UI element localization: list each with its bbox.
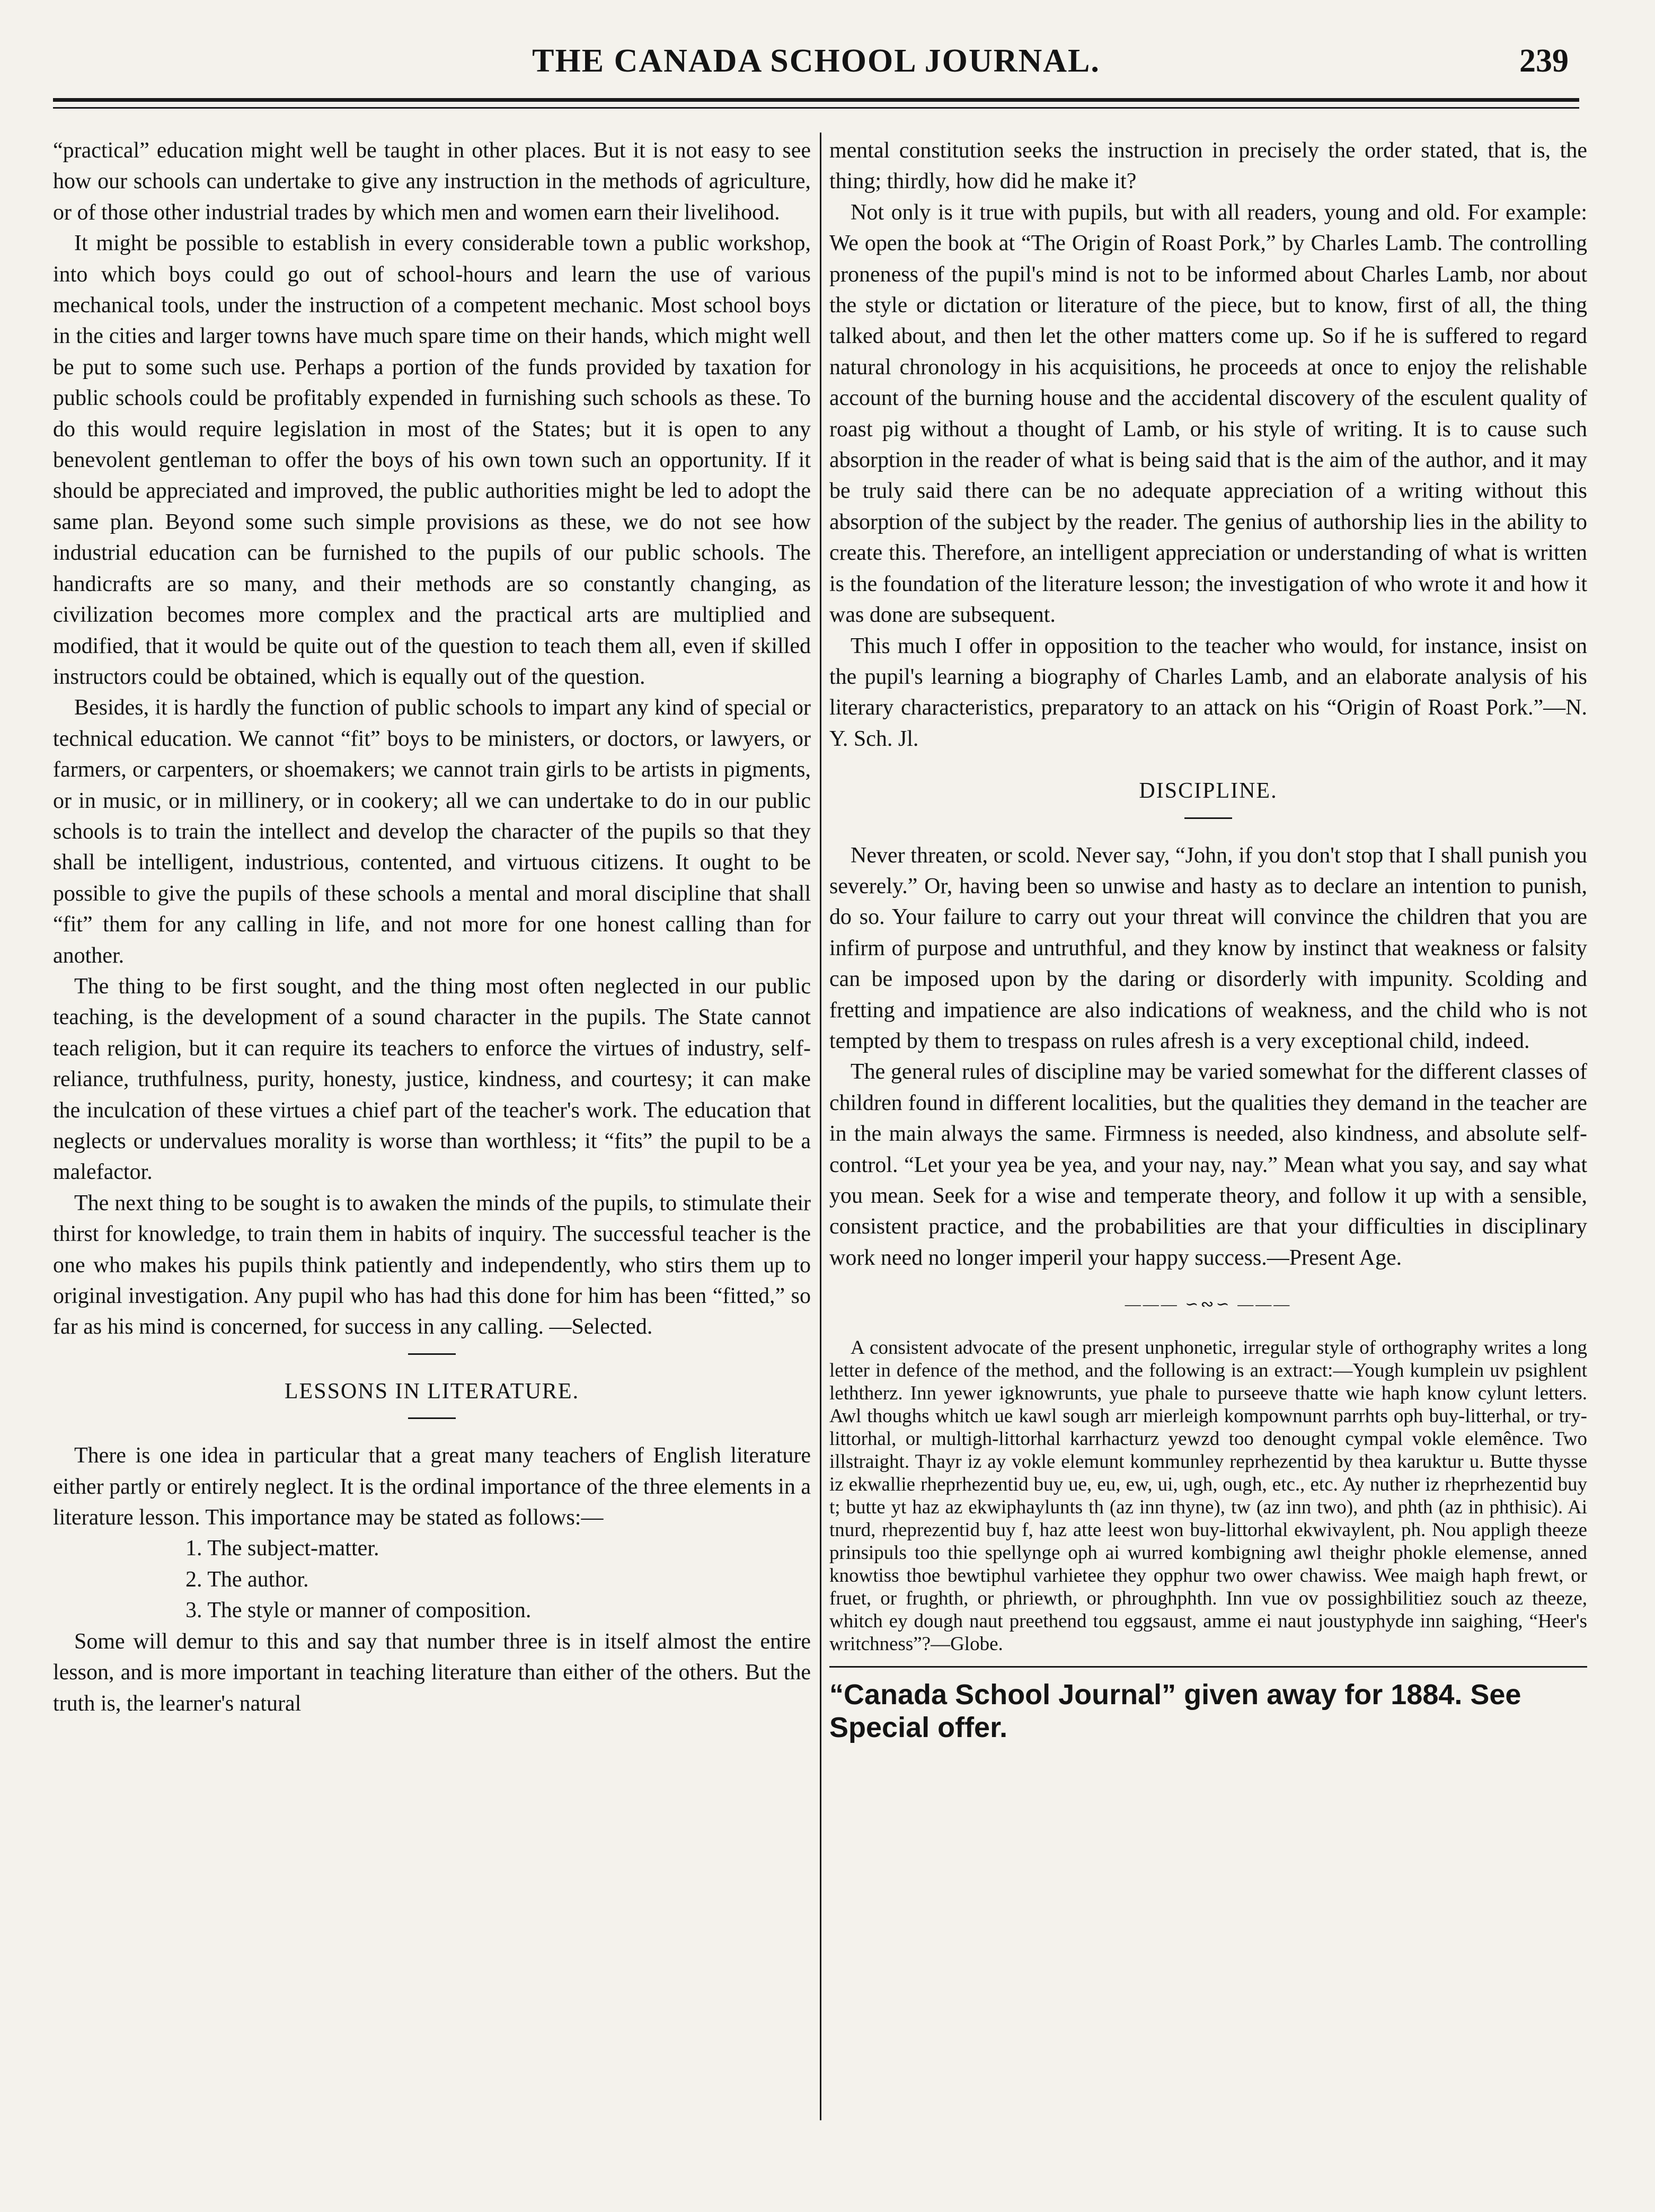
list-item: 3. The style or manner of composition. (185, 1598, 532, 1623)
list-item: 2. The author. (185, 1567, 309, 1592)
section-rule (1184, 817, 1232, 819)
paragraph: The general rules of discipline may be varied somewhat for the different classes of children found in different localities, but the qualities they demand in the teacher are in the main always the same. Firmness is needed, also kindness, and absolute self-control. “Let your yea be yea, and your nay, nay.” Mean what you say, and say what you mean. Seek for a wise and temperate theory, and follow it up with a sensible, consistent practice, and the probabilities are that your difficulties in disciplinary work need no longer imperil your happy success.—Present Age. (829, 1060, 1587, 1270)
right-column (829, 135, 1587, 1744)
page-number: 239 (1519, 43, 1569, 79)
elements-list (53, 1533, 811, 1626)
section-rule (408, 1417, 456, 1419)
ad-rule (829, 1666, 1587, 1668)
paragraph: This much I offer in opposition to the teacher who would, for instance, insist on the pupil's learning a biography of Charles Lamb, and an elaborate analysis of his literary characteristics, preparatory to an attack on his “Origin of Roast Pork.”—N. Y. Sch. Jl. (829, 633, 1587, 751)
paragraph: Some will demur to this and say that number three is in itself almost the entire lesson, and is more important in teaching literature than either of the others. But the truth is, the learner's natural (53, 1629, 811, 1716)
column-divider (820, 133, 821, 2120)
paragraph: There is one idea in particular that a great many teachers of English literature either partly or entirely neglect. It is the ordinal importance of the three elements in a literature lesson. This importance may be stated as follows:— (53, 1443, 811, 1530)
paragraph: Besides, it is hardly the function of public schools to impart any kind of special or technical education. We cannot “fit” boys to be ministers, or doctors, or lawyers, or farmers, or carpenters, or shoemakers; we cannot train girls to be artists in pigments, or in music, or in millinery, or in cookery; all we can undertake to do in our public schools is to train the intellect and develop the character of the pupils so that they shall be intelligent, industrious, contented, and virtuous citizens. It ought to be possible to give the pupils of these schools a mental and moral discipline that shall “fit” them for any calling in life, and not more for one honest calling than for another. (53, 695, 811, 968)
paragraph: “practical” education might well be taught in other places. But it is not easy to see how our schools can undertake to give any instruction in the methods of agriculture, or of those other industrial trades by which men and women earn their livelihood. (53, 138, 811, 225)
list-item: 1. The subject-matter. (185, 1536, 379, 1561)
header-rule-thick (53, 98, 1579, 102)
paragraph: The thing to be first sought, and the thing most often neglected in our public teaching, is the development of a sound character in the pupils. The State cannot teach religion, but it can require its teachers to enforce the virtues of industry, self-reliance, truthfulness, purity, honesty, justice, kindness, and courtesy; it can make the inculcation of these virtues a chief part of the teacher's work. The education that neglects or undervalues morality is worse than worthless; it “fits” the pupil to be a malefactor. (53, 974, 811, 1185)
paragraph: The next thing to be sought is to awaken the minds of the pupils, to stimulate their thirst for knowledge, to train them in habits of inquiry. The successful teacher is the one who makes his pupils think patiently and independently, who stirs them up to original investigation. Any pupil who has had this done for him has been “fitted,” so far as his mind is concerned, for success in any calling. —Selected. (53, 1191, 811, 1339)
section-title-lessons: LESSONS IN LITERATURE. (284, 1379, 580, 1404)
paragraph: mental constitution seeks the instruction in precisely the order stated, that is, the thing; thirdly, how did he make it? (829, 138, 1587, 194)
page-header (53, 32, 1579, 95)
paragraph: It might be possible to establish in every considerable town a public workshop, into which boys could go out of school-hours and learn the use of various mechanical tools, under the instruction of a competent mechanic. Most school boys in the cities and larger towns have much spare time on their hands, which might well be put to some such use. Perhaps a portion of the funds provided by taxation for public schools could be profitably expended in furnishing such schools as these. To do this would require legislation in most of the States; but it is open to any benevolent gentleman to offer the boys of his own town such an opportunity. If it should be appreciated and improved, the public authorities might be led to adopt the same plan. Beyond some such simple provisions as these, we do not see how industrial education can be furnished to the pupils of our public schools. The handicrafts are so many, and their methods are so constantly changing, as civilization becomes more complex and the practical arts are multiplied and modified, that it would be quite out of the question to teach them all, even if skilled instructors could be obtained, which is equally out of the question. (53, 231, 811, 689)
paragraph: A consistent advocate of the present unphonetic, irregular style of orthography writes a long letter in defence of the method, and the following is an extract:—Yough kumplein uv psighlent leththerz. Inn yewer igknowrunts, yue phale to purseeve thatte wie haph know cylunt letters. Awl thoughs whitch ue kawl sough arr mierleigh kompownunt parrhts oph buy-litterhal, or try-littorhal, or multigh-littorhal karrhacturz yewzd too denought cympal vokle elemênce. Two illstraight. Thayr iz ay vokle elemunt kommunley reprhezentid by thea karuktur u. Butte thysse iz ekwallie rheprhezentid buy ue, eu, ew, ui, ugh, ough, etc., etc. Ay nuther iz rheprhezentid buy t; butte yt haz az ekwiphaylunts th (az inn thyne), tw (az inn two), and phth (az in phthisic). Ai tnurd, rheprezentid buy f, haz atte leest won buy-littorhal ekwivaylent, ph. Nou appligh theeze prinsipuls too thie spellynge oph ai wurred kombigning awl theighr phokle elemense, anned knowtiss thoe bewtiphul varhietee they opphur two ower chawiss. Wee maigh haph frewt, or fruet, or frughth, or phriewth, or phroughphth. Inn vue ov possighbilitiez souch az theeze, whitch ey dough naut preethend tou eggsaust, amme ei naut joustyphyde inn saighing, “Heer's writchness”?—Globe. (829, 1336, 1587, 1655)
section-rule (408, 1353, 456, 1355)
special-offer-ad: “Canada School Journal” given away for 1884. See Special offer. (829, 1678, 1521, 1743)
header-rule-thin (53, 107, 1579, 109)
section-title-discipline: DISCIPLINE. (1139, 779, 1278, 804)
journal-title: THE CANADA SCHOOL JOURNAL. (532, 43, 1100, 79)
paragraph: Never threaten, or scold. Never say, “John, if you don't stop that I shall punish you severely.” Or, having been so unwise and hasty as to declare an intention to punish, do so. Your failure to carry out your threat will convince the children that you are infirm of purpose and untruthful, and they know by instinct that weakness or falsity can be imposed upon by the daring or disorderly with impunity. Scolding and fretting and impatience are also indications of weakness, and the child who is not tempted by them to trespass on rules afresh is a very exceptional child, indeed. (829, 843, 1587, 1053)
paragraph: Not only is it true with pupils, but with all readers, young and old. For example: We open the book at “The Origin of Roast Pork,” by Charles Lamb. The controlling proneness of the pupil's mind is not to be informed about Charles Lamb, nor about the style or dictation or literature of the piece, but to know, first of all, the thing talked about, and then let the other matters come up. So if he is suffered to regard natural chronology in his acquisitions, he proceeds at once to enjoy the relishable account of the burning house and the accidental discovery of the esculent quality of roast pig without a thought of Lamb, or his style of writing. It is to cause such absorption in the reader of what is being said that is the aim of the author, and it may be truly said there can be no adequate appreciation of a writing without this absorption of the subject by the reader. The genius of authorship lies in the ability to create this. Therefore, an intelligent appreciation or understanding of what is written is the foundation of the literature lesson; the investigation of who wrote it and how it was done are subsequent. (829, 200, 1587, 628)
ornament-divider: ——— ∽∾∽ ——— (1125, 1296, 1292, 1314)
spelling-item (829, 1336, 1587, 1655)
left-column (53, 135, 811, 1719)
